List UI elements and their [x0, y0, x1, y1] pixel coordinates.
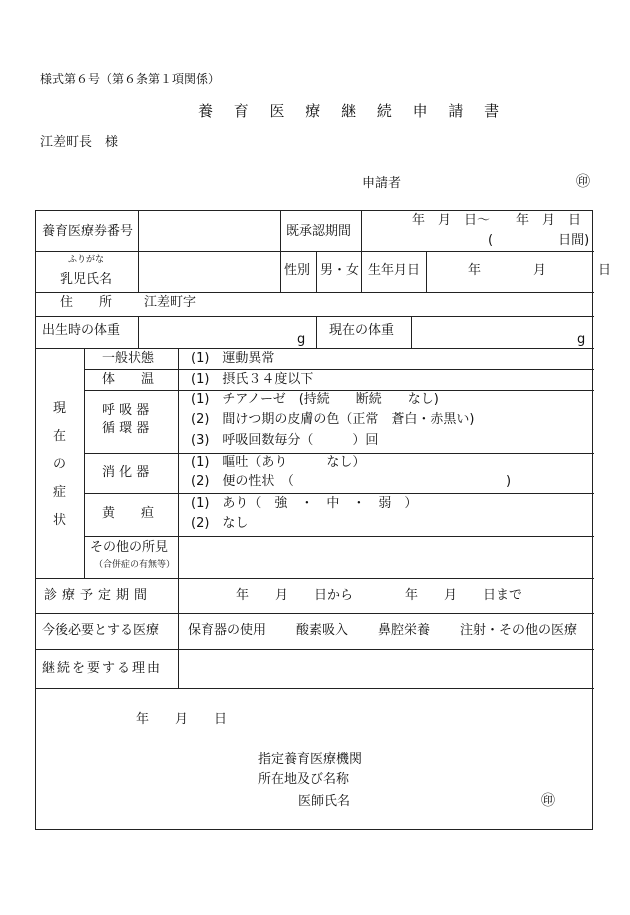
symptoms-label-4: 症 — [53, 485, 67, 500]
infant-name-label: 乳児氏名 — [60, 272, 113, 287]
addressee: 江差町長 様 — [40, 135, 119, 150]
jaundice-item-1: (1) あり（ 強 ・ 中 ・ 弱 ） — [191, 496, 418, 511]
symptoms-label-5: 状 — [53, 513, 67, 528]
address-value: 江差町字 — [144, 295, 197, 310]
birth-weight-unit: g — [297, 332, 306, 347]
temperature-label: 体 温 — [102, 372, 155, 387]
respiratory-item-2: (2) 間けつ期の皮膚の色（正常 蒼白・赤黒い) — [191, 412, 475, 427]
needed-care-option-4: 注射・その他の医療 — [460, 623, 578, 638]
respiratory-item-3: (3) 呼吸回数毎分（ ）回 — [191, 433, 379, 448]
other-findings-label: その他の所見 — [90, 540, 169, 555]
page-title: 養 育 医 療 継 続 申 請 書 — [198, 102, 508, 120]
current-weight-unit: g — [577, 332, 586, 347]
digestive-item-1: (1) 嘔吐（あり なし） — [191, 455, 366, 470]
digestive-item-2: (2) 便の性状 （ — [191, 474, 294, 489]
needed-care-option-1: 保育器の使用 — [188, 623, 267, 638]
footer-address-name: 所在地及び名称 — [258, 772, 350, 787]
dob-value: 年 月 日 — [468, 263, 612, 278]
symptoms-label-3: の — [53, 457, 67, 472]
approved-period-days: ( 日間) — [488, 233, 590, 248]
doctor-seal-icon: ㊞ — [541, 793, 555, 809]
sex-value: 男・女 — [320, 263, 360, 278]
birth-weight-label: 出生時の体重 — [42, 323, 121, 338]
needed-care-option-3: 鼻腔栄養 — [378, 623, 431, 638]
application-table — [35, 210, 612, 830]
address-label: 住 所 — [60, 295, 113, 310]
digestive-item-2-close: ) — [506, 474, 512, 489]
approved-period-dates: 年 月 日～ 年 月 日 — [412, 213, 582, 228]
sex-label: 性別 — [284, 263, 311, 278]
symptoms-label-1: 現 — [53, 401, 67, 416]
general-state-item: (1) 運動異常 — [191, 351, 275, 366]
form-number: 様式第６号（第６条第１項関係） — [40, 72, 221, 86]
needed-care-label: 今後必要とする医療 — [42, 623, 160, 638]
jaundice-label: 黄 疸 — [102, 506, 155, 521]
respiratory-label: 呼 吸 器 — [102, 403, 150, 418]
needed-care-option-2: 酸素吸入 — [296, 623, 349, 638]
furigana-label: ふりがな — [68, 255, 105, 265]
jaundice-item-2: (2) なし — [191, 516, 249, 531]
applicant-seal-icon: ㊞ — [576, 174, 590, 190]
digestive-label: 消 化 器 — [102, 465, 150, 480]
treatment-period-label: 診療予定期間 — [44, 588, 153, 603]
circulatory-label: 循 環 器 — [102, 421, 150, 436]
temperature-item: (1) 摂氏３４度以下 — [191, 372, 314, 387]
general-state-label: 一般状態 — [102, 351, 155, 366]
footer-institution: 指定養育医療機関 — [258, 752, 363, 767]
respiratory-item-1: (1) チアノーゼ (持続 断続 なし) — [191, 392, 439, 407]
current-weight-label: 現在の体重 — [329, 323, 395, 338]
continuation-reason-label: 継続を要する理由 — [42, 661, 163, 676]
treatment-period-value: 年 月 日から 年 月 日まで — [236, 588, 523, 603]
approved-period-label: 既承認期間 — [286, 224, 352, 239]
dob-label: 生年月日 — [368, 263, 421, 278]
ticket-number-label: 養育医療券番号 — [42, 224, 134, 239]
symptoms-label-2: 在 — [53, 429, 67, 444]
footer-doctor-name: 医師氏名 — [298, 794, 351, 809]
applicant-label: 申請者 — [362, 176, 402, 191]
other-findings-note: （合併症の有無等） — [94, 560, 176, 570]
footer-date: 年 月 日 — [136, 712, 228, 727]
